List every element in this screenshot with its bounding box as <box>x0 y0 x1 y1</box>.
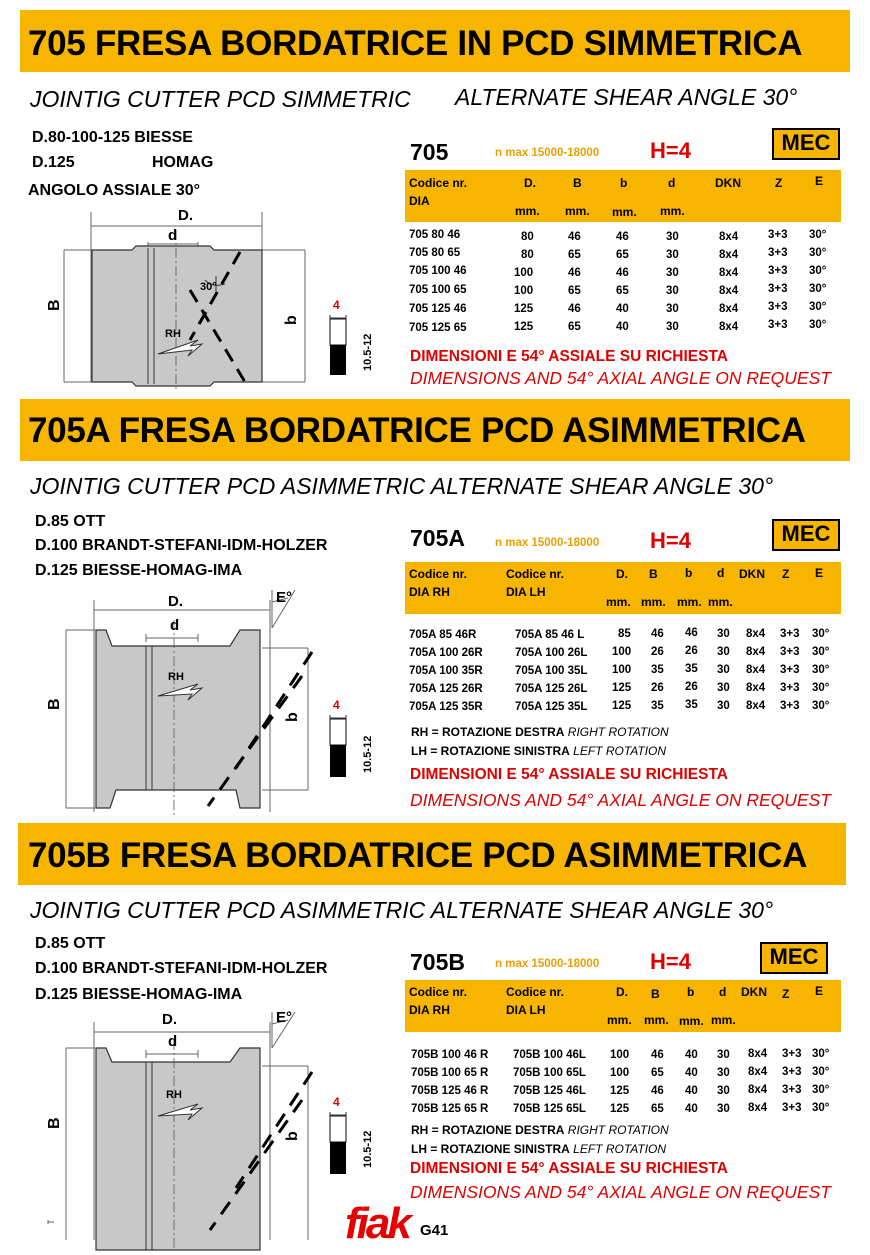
drawing-B-label: B <box>46 299 63 311</box>
table-cell: 46 <box>568 267 581 279</box>
table-cell: 30 <box>666 231 679 243</box>
table-cell: 26 <box>685 681 698 693</box>
section-705B-subtitle: JOINTIG CUTTER PCD ASIMMETRIC ALTERNATE SHEAR ANGLE 30° <box>30 897 774 923</box>
machine-line: D.85 OTT <box>35 513 106 530</box>
th-code-lh: Codice nr. <box>506 567 565 581</box>
table-cell: 30 <box>717 1049 730 1061</box>
table-cell: 80 <box>521 249 534 261</box>
drawing-angle-label: 30° <box>200 281 217 293</box>
drawing-rh-label: RH <box>165 328 181 340</box>
table-cell: 30 <box>717 1067 730 1079</box>
table-cell: 30° <box>812 1102 830 1114</box>
fiak-logo <box>343 1192 415 1248</box>
machine-line: D.80-100-125 BIESSE <box>32 129 193 146</box>
th-code-lh: Codice nr. <box>506 985 565 999</box>
table-cell: 705A 125 26L <box>515 683 588 695</box>
table-cell: 705A 100 26R <box>409 647 483 659</box>
lh-note-en: LEFT ROTATION <box>573 1142 667 1156</box>
table-cell: 30 <box>666 249 679 261</box>
table-cell: 705A 100 35L <box>515 665 588 677</box>
table-cell: 65 <box>568 285 581 297</box>
table-cell: 30° <box>812 664 830 676</box>
mec-badge: MEC <box>772 519 840 551</box>
th-dkn: DKN <box>741 985 767 999</box>
table-cell: 3+3 <box>780 628 800 640</box>
table-cell: 65 <box>616 249 629 261</box>
table-cell: 30 <box>717 646 730 658</box>
tooth-width-label: 4 <box>333 698 340 712</box>
tooth-detail-705 <box>320 295 380 385</box>
table-cell: 46 <box>651 628 664 640</box>
table-cell: 8x4 <box>748 1066 768 1078</box>
th-unit: mm. <box>612 205 637 219</box>
table-cell: 705A 85 46R <box>409 629 477 641</box>
table-cell: 8x4 <box>719 321 739 333</box>
max-speed: n max 15000-18000 <box>495 147 600 159</box>
drawing-angle-label: E° <box>276 589 293 606</box>
th-dia-rh: DIA RH <box>409 585 450 599</box>
table-cell: 8x4 <box>719 231 739 243</box>
th-code: Codice nr. <box>409 176 468 190</box>
drawing-angle-label: E° <box>276 1009 293 1026</box>
th-z: Z <box>782 567 790 581</box>
table-cell: 8x4 <box>719 303 739 315</box>
table-cell: 705A 125 26R <box>409 683 483 695</box>
lh-note-it: LH = ROTAZIONE SINISTRA <box>411 744 570 758</box>
drawing-b-label: b <box>284 712 301 722</box>
table-cell: 30° <box>809 301 827 313</box>
table-cell: 8x4 <box>748 1048 768 1060</box>
table-cell: 705B 100 65L <box>513 1067 586 1079</box>
th-b: b <box>620 176 628 190</box>
tooth-height-label: 10.5-12 <box>362 735 374 773</box>
table-cell: 705A 125 35R <box>409 701 483 713</box>
table-cell: 30 <box>717 682 730 694</box>
table-cell: 30 <box>666 303 679 315</box>
table-cell: 30° <box>812 1048 830 1060</box>
section-705B-title: 705B FRESA BORDATRICE PCD ASIMMETRICA <box>28 836 808 875</box>
th-B: B <box>573 176 582 190</box>
table-cell: 3+3 <box>782 1048 802 1060</box>
tooth-detail-705B <box>320 1092 380 1187</box>
table-cell: 3+3 <box>768 301 788 313</box>
th-e: E <box>815 174 824 188</box>
table-cell: 100 <box>612 664 632 676</box>
table-cell: 30° <box>812 700 830 712</box>
machine-line: D.100 BRANDT-STEFANI-IDM-HOLZER <box>35 960 328 977</box>
table-cell: 705A 85 46 L <box>515 629 585 641</box>
rh-note-it: RH = ROTAZIONE DESTRA <box>411 1123 565 1137</box>
table-cell: 30 <box>666 267 679 279</box>
th-unit: mm. <box>515 204 540 218</box>
table-cell: 3+3 <box>768 319 788 331</box>
table-cell: 3+3 <box>780 700 800 712</box>
table-cell: 3+3 <box>768 283 788 295</box>
axial-angle-label: ANGOLO ASSIALE 30° <box>28 182 201 199</box>
table-cell: 3+3 <box>780 682 800 694</box>
machine-line: D.125 BIESSE-HOMAG-IMA <box>35 562 243 579</box>
section-705-subtitle-b: ALTERNATE SHEAR ANGLE 30° <box>455 84 798 110</box>
drawing-b-label: b <box>283 315 300 325</box>
cutter-body <box>96 630 260 808</box>
table-cell: 705 125 65 <box>409 322 467 334</box>
th-z: Z <box>782 987 790 1001</box>
table-cell: 705B 100 46L <box>513 1049 586 1061</box>
table-cell: 40 <box>685 1067 698 1079</box>
table-cell: 3+3 <box>782 1084 802 1096</box>
drawing-rh-label: RH <box>168 671 184 683</box>
table-cell: 8x4 <box>748 1084 768 1096</box>
table-cell: 705A 125 35L <box>515 701 588 713</box>
th-dia-lh: DIA LH <box>506 585 546 599</box>
request-note-en: DIMENSIONS AND 54° AXIAL ANGLE ON REQUEST <box>410 790 831 810</box>
table-cell: 8x4 <box>746 700 766 712</box>
drawing-D-label: D. <box>178 207 193 224</box>
table-cell: 125 <box>610 1085 630 1097</box>
table-cell: 46 <box>616 267 629 279</box>
table-cell: 3+3 <box>768 229 788 241</box>
table-cell: 100 <box>514 267 534 279</box>
rh-note-it: RH = ROTAZIONE DESTRA <box>411 725 565 739</box>
th-dkn: DKN <box>739 567 765 581</box>
table-cell: 3+3 <box>782 1102 802 1114</box>
table-cell: 705B 100 46 R <box>411 1049 489 1061</box>
table-cell: 65 <box>651 1103 664 1115</box>
table-cell: 8x4 <box>719 249 739 261</box>
table-cell: 30 <box>717 700 730 712</box>
table-cell: 40 <box>616 321 629 333</box>
table-cell: 30° <box>809 283 827 295</box>
th-b: b <box>685 566 693 580</box>
th-B: B <box>649 567 658 581</box>
page-number: G41 <box>420 1222 449 1239</box>
drawing-B-label: B <box>46 1117 63 1129</box>
lh-note-it: LH = ROTAZIONE SINISTRA <box>411 1142 570 1156</box>
th-dkn: DKN <box>715 176 741 190</box>
table-cell: 46 <box>616 231 629 243</box>
table-cell: 35 <box>685 699 698 711</box>
request-note-it: DIMENSIONI E 54° ASSIALE SU RICHIESTA <box>410 348 728 365</box>
table-cell: 705B 100 65 R <box>411 1067 489 1079</box>
h-value: H=4 <box>650 949 691 974</box>
th-D: D. <box>524 176 536 190</box>
drawing-D-label: D. <box>162 1011 177 1028</box>
table-cell: 35 <box>651 664 664 676</box>
table-cell: 30 <box>666 285 679 297</box>
drawing-B-label: B <box>46 698 63 710</box>
table-cell: 30 <box>666 321 679 333</box>
cutter-body <box>92 246 262 386</box>
machine-line: D.125 BIESSE-HOMAG-IMA <box>35 986 243 1003</box>
rh-note-en: RIGHT ROTATION <box>567 1123 669 1137</box>
drawing-d-label: d <box>168 227 178 244</box>
table-cell: 705A 100 26L <box>515 647 588 659</box>
tooth-width-label: 4 <box>333 1095 340 1109</box>
table-cell: 705B 125 46L <box>513 1085 586 1097</box>
th-D: D. <box>616 567 628 581</box>
table-cell: 8x4 <box>746 664 766 676</box>
rh-note-en: RIGHT ROTATION <box>567 725 669 739</box>
th-unit: mm. <box>607 1013 632 1027</box>
th-unit: mm. <box>565 204 590 218</box>
table-cell: 30° <box>809 319 827 331</box>
table-cell: 30° <box>812 682 830 694</box>
table-cell: 100 <box>514 285 534 297</box>
table-cell: 8x4 <box>719 285 739 297</box>
tooth-detail-705A <box>320 695 380 790</box>
table-cell: 125 <box>514 303 534 315</box>
table-cell: 30 <box>717 664 730 676</box>
table-cell: 3+3 <box>768 247 788 259</box>
product-code: 705A <box>410 525 465 551</box>
table-cell: 30° <box>812 1066 830 1078</box>
table-cell: 125 <box>514 321 534 333</box>
table-cell: 30 <box>717 628 730 640</box>
th-e: E <box>815 566 824 580</box>
th-unit: mm. <box>644 1013 669 1027</box>
table-cell: 30° <box>809 247 827 259</box>
table-cell: 705 125 46 <box>409 303 467 315</box>
tooth-height-label: 10.5-12 <box>362 333 374 371</box>
max-speed: n max 15000-18000 <box>495 958 600 970</box>
table-cell: 30° <box>809 265 827 277</box>
table-cell: 46 <box>568 303 581 315</box>
rotation-note-lh <box>411 1143 666 1155</box>
th-unit: mm. <box>660 204 685 218</box>
table-cell: 705 80 46 <box>409 229 461 241</box>
table-cell: 125 <box>612 700 632 712</box>
table-cell: 65 <box>616 285 629 297</box>
table-cell: 26 <box>685 645 698 657</box>
table-cell: 65 <box>651 1067 664 1079</box>
product-code: 705 <box>410 139 449 165</box>
request-note-en: DIMENSIONS AND 54° AXIAL ANGLE ON REQUEST <box>410 368 831 388</box>
table-cell: 85 <box>618 628 631 640</box>
tooth-height-label: 10.5-12 <box>362 1130 374 1168</box>
table-cell: 26 <box>651 646 664 658</box>
table-cell: 3+3 <box>782 1066 802 1078</box>
h-value: H=4 <box>650 138 691 163</box>
max-speed: n max 15000-18000 <box>495 537 600 549</box>
table-cell: 3+3 <box>780 664 800 676</box>
cutter-body <box>96 1048 260 1250</box>
table-cell: 705B 125 65L <box>513 1103 586 1115</box>
table-cell: 705B 125 65 R <box>411 1103 489 1115</box>
machine-line: D.85 OTT <box>35 935 106 952</box>
request-note-en: DIMENSIONS AND 54° AXIAL ANGLE ON REQUEST <box>410 1182 831 1202</box>
th-z: Z <box>775 176 783 190</box>
table-cell: 705 80 65 <box>409 247 461 259</box>
lh-note-en: LEFT ROTATION <box>573 744 667 758</box>
h-value: H=4 <box>650 528 691 553</box>
section-705A-subtitle: JOINTIG CUTTER PCD ASIMMETRIC ALTERNATE SHEAR ANGLE 30° <box>30 473 774 499</box>
table-cell: 30 <box>717 1103 730 1115</box>
table-cell: 705A 100 35R <box>409 665 483 677</box>
th-dia-lh: DIA LH <box>506 1003 546 1017</box>
table-cell: 30° <box>812 646 830 658</box>
table-cell: 26 <box>651 682 664 694</box>
th-unit: mm. <box>677 595 702 609</box>
table-cell: 3+3 <box>768 265 788 277</box>
th-d: d <box>668 176 676 190</box>
th-dia: DIA <box>409 194 430 208</box>
th-unit: mm. <box>679 1014 704 1028</box>
table-cell: 30 <box>717 1085 730 1097</box>
table-cell: 40 <box>685 1103 698 1115</box>
drawing-D-label: D. <box>168 593 183 610</box>
drawing-rh-label: RH <box>166 1089 182 1101</box>
drawing-d-label: d <box>170 617 180 634</box>
rotation-note-lh <box>411 745 666 757</box>
machine-line: D.100 BRANDT-STEFANI-IDM-HOLZER <box>35 537 328 554</box>
table-cell: 125 <box>612 682 632 694</box>
th-unit: mm. <box>641 595 666 609</box>
table-cell: 100 <box>610 1049 630 1061</box>
table-cell: 8x4 <box>719 267 739 279</box>
table-cell: 40 <box>685 1085 698 1097</box>
th-d: d <box>719 985 727 999</box>
th-dia-rh: DIA RH <box>409 1003 450 1017</box>
table-cell: 80 <box>521 231 534 243</box>
section-705-title: 705 FRESA BORDATRICE IN PCD SIMMETRICA <box>28 24 803 63</box>
table-cell: 125 <box>610 1103 630 1115</box>
tooth-width-label: 4 <box>333 298 340 312</box>
table-cell: 100 <box>610 1067 630 1079</box>
table-cell: 65 <box>568 249 581 261</box>
table-cell: 705 100 65 <box>409 284 467 296</box>
th-b: b <box>687 985 695 999</box>
section-705A-title: 705A FRESA BORDATRICE PCD ASIMMETRICA <box>28 411 806 450</box>
table-cell: 35 <box>685 663 698 675</box>
machine-line: D.125 <box>32 154 75 171</box>
table-cell: 30° <box>812 628 830 640</box>
table-cell: 46 <box>651 1085 664 1097</box>
section-705-subtitle-a: JOINTIG CUTTER PCD SIMMETRIC <box>30 86 411 112</box>
drawing-d-label: d <box>168 1033 178 1050</box>
rotation-note-rh <box>411 1124 669 1136</box>
table-cell: 30° <box>809 229 827 241</box>
fiak-logo-text: fiak <box>345 1199 409 1248</box>
table-cell: 46 <box>651 1049 664 1061</box>
table-cell: 46 <box>685 627 698 639</box>
th-unit: mm. <box>708 595 733 609</box>
th-code-rh: Codice nr. <box>409 567 468 581</box>
table-cell: 705B 125 46 R <box>411 1085 489 1097</box>
request-note-it: DIMENSIONI E 54° ASSIALE SU RICHIESTA <box>410 766 728 783</box>
table-cell: 40 <box>616 303 629 315</box>
rotation-note-rh <box>411 726 669 738</box>
th-code-rh: Codice nr. <box>409 985 468 999</box>
th-d: d <box>717 566 725 580</box>
th-D: D. <box>616 985 628 999</box>
table-cell: 65 <box>568 321 581 333</box>
request-note-it: DIMENSIONI E 54° ASSIALE SU RICHIESTA <box>410 1160 728 1177</box>
drawing-b-label: b <box>284 1131 301 1141</box>
product-code: 705B <box>410 949 465 975</box>
table-cell: 8x4 <box>746 628 766 640</box>
table-cell: 705 100 46 <box>409 265 467 277</box>
table-cell: 35 <box>651 700 664 712</box>
table-cell: 100 <box>612 646 632 658</box>
table-cell: 40 <box>685 1049 698 1061</box>
th-unit: mm. <box>711 1013 736 1027</box>
table-cell: 30° <box>812 1084 830 1096</box>
th-e: E <box>815 984 824 998</box>
th-B: B <box>651 987 660 1001</box>
table-cell: 3+3 <box>780 646 800 658</box>
mec-badge: MEC <box>760 942 828 974</box>
mec-badge: MEC <box>772 128 840 160</box>
table-cell: 46 <box>568 231 581 243</box>
table-cell: 8x4 <box>746 682 766 694</box>
machine-line: HOMAG <box>152 154 214 171</box>
table-cell: 8x4 <box>748 1102 768 1114</box>
th-unit: mm. <box>606 595 631 609</box>
table-cell: 8x4 <box>746 646 766 658</box>
